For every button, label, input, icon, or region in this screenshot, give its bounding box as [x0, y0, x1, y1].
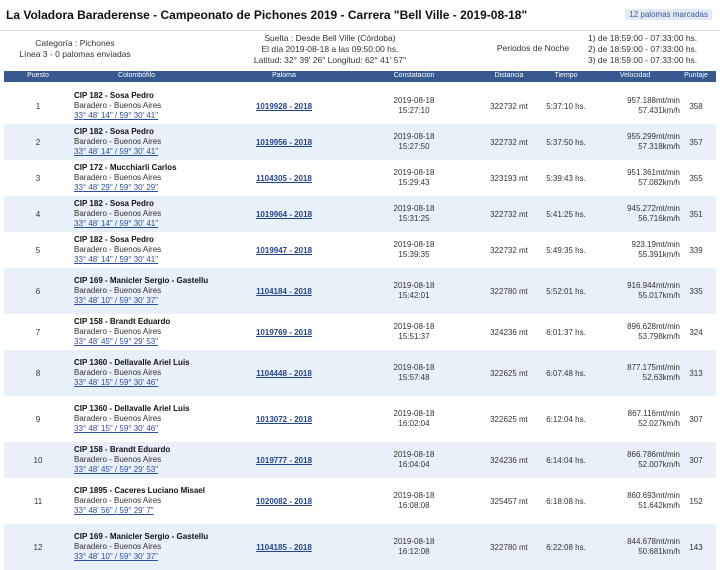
fancier-name: CIP 158 - Brandt Eduardo — [74, 445, 171, 454]
speed-km-h: 51.642km/h — [638, 501, 680, 510]
points-cell: 307 — [689, 455, 703, 465]
arrival-cell — [349, 88, 479, 124]
night-period: 1) de 18:59:00 - 07:33:00 hs. — [588, 33, 698, 43]
points-cell: 358 — [689, 101, 703, 111]
fancier-name: CIP 158 - Brandt Eduardo — [74, 317, 171, 326]
position-cell: 9 — [35, 414, 41, 424]
speed-cell — [584, 124, 680, 160]
arrival-date: 2019-08-18 — [393, 281, 435, 290]
speed-mt-min: 957.188mt/min — [627, 96, 680, 105]
speed-mt-min: 916.944mt/min — [627, 281, 680, 290]
category-info — [0, 38, 150, 60]
arrival-cell — [349, 478, 479, 524]
time-cell: 5:52:01 hs. — [546, 286, 586, 296]
night-period: 2) de 18:59:00 - 07:33:00 hs. — [588, 44, 698, 54]
arrival-cell — [349, 314, 479, 350]
arrival-time: 15:42:01 — [398, 291, 430, 300]
arrival-cell — [349, 350, 479, 396]
speed-km-h: 52.63km/h — [642, 373, 680, 382]
distance-cell: 322732 mt — [490, 137, 528, 147]
fancier-cell — [74, 396, 224, 442]
speed-km-h: 52.027km/h — [638, 419, 680, 428]
time-cell: 6:12:04 hs. — [546, 414, 586, 424]
header-puesto: Puesto — [27, 72, 49, 79]
time-cell: 6:18:08 hs. — [546, 496, 586, 506]
speed-cell — [584, 350, 680, 396]
fancier-coordinates-link[interactable]: 33° 48' 10" / 59° 30' 37" — [74, 552, 159, 561]
table-header — [4, 71, 716, 82]
points-cell: 313 — [689, 368, 703, 378]
arrival-date: 2019-08-18 — [393, 96, 435, 105]
fancier-location: Baradero - Buenos Aires — [74, 496, 162, 505]
pigeon-ring-link[interactable]: 1019947 - 2018 — [255, 245, 313, 255]
fancier-name: CIP 182 - Sosa Pedro — [74, 127, 154, 136]
fancier-coordinates-link[interactable]: 33° 48' 14" / 59° 30' 41" — [74, 147, 159, 156]
night-period: 3) de 18:59:00 - 07:33:00 hs. — [588, 55, 698, 65]
header-constatacion: Constatacion — [393, 72, 435, 79]
pigeon-ring-link[interactable]: 1019777 - 2018 — [255, 455, 313, 465]
points-cell: 339 — [689, 245, 703, 255]
arrival-time: 16:12:08 — [398, 547, 430, 556]
arrival-date: 2019-08-18 — [393, 409, 435, 418]
distance-cell: 323193 mt — [490, 173, 528, 183]
fancier-name: CIP 182 - Sosa Pedro — [74, 199, 154, 208]
arrival-time: 16:02:04 — [398, 419, 430, 428]
release-info — [230, 33, 430, 66]
arrival-time: 15:27:10 — [398, 106, 430, 115]
results-table — [4, 88, 716, 570]
fancier-cell — [74, 442, 224, 478]
fancier-location: Baradero - Buenos Aires — [74, 101, 162, 110]
speed-km-h: 55.017km/h — [638, 291, 680, 300]
fancier-cell — [74, 268, 224, 314]
speed-mt-min: 844.678mt/min — [627, 537, 680, 546]
fancier-coordinates-link[interactable]: 33° 48' 14" / 59° 30' 41" — [74, 255, 159, 264]
speed-km-h: 56.716km/h — [638, 214, 680, 223]
time-cell: 6:14:04 hs. — [546, 455, 586, 465]
fancier-location: Baradero - Buenos Aires — [74, 327, 162, 336]
fancier-name: CIP 1895 - Caceres Luciano Misael — [74, 486, 206, 495]
table-row — [4, 232, 716, 268]
arrival-date: 2019-08-18 — [393, 204, 435, 213]
speed-mt-min: 923.19mt/min — [631, 240, 680, 249]
fancier-name: CIP 169 - Manicler Sergio - Gastellu — [74, 532, 209, 541]
release-place: Suelta : Desde Bell Ville (Córdoba) — [264, 33, 396, 43]
fancier-cell — [74, 314, 224, 350]
arrival-date: 2019-08-18 — [393, 491, 435, 500]
position-cell: 10 — [33, 455, 43, 465]
arrival-time: 15:29:43 — [398, 178, 430, 187]
speed-km-h: 55.391km/h — [638, 250, 680, 259]
speed-mt-min: 951.361mt/min — [627, 168, 680, 177]
header-tiempo: Tiempo — [554, 72, 578, 79]
arrival-date: 2019-08-18 — [393, 168, 435, 177]
pigeon-ring-link[interactable]: 1020082 - 2018 — [255, 496, 313, 506]
fancier-coordinates-link[interactable]: 33° 48' 15" / 59° 30' 46" — [74, 424, 159, 433]
fancier-name: CIP 169 - Manicler Sergio - Gastellu — [74, 276, 209, 285]
speed-cell — [584, 160, 680, 196]
speed-cell — [584, 314, 680, 350]
fancier-coordinates-link[interactable]: 33° 48' 29" / 59° 30' 29" — [74, 183, 159, 192]
table-row — [4, 350, 716, 396]
fancier-coordinates-link[interactable]: 33° 48' 14" / 59° 30' 41" — [74, 111, 159, 120]
speed-mt-min: 896.628mt/min — [627, 322, 680, 331]
arrival-date: 2019-08-18 — [393, 537, 435, 546]
fancier-name: CIP 1360 - Dellavalle Ariel Luis — [74, 358, 190, 367]
fancier-coordinates-link[interactable]: 33° 48' 14" / 59° 30' 41" — [74, 219, 159, 228]
fancier-cell — [74, 350, 224, 396]
distance-cell: 325457 mt — [490, 496, 528, 506]
night-periods-list — [588, 33, 718, 66]
position-cell: 1 — [35, 101, 41, 111]
header-distancia: Distancia — [494, 72, 524, 79]
position-cell: 4 — [35, 209, 41, 219]
release-date: El día 2019-08-18 a las 09:50:00 hs. — [261, 44, 399, 54]
speed-mt-min: 945.272mt/min — [627, 204, 680, 213]
time-cell: 6:22:08 hs. — [546, 542, 586, 552]
points-cell: 307 — [689, 414, 703, 424]
fancier-name: CIP 172 - Mucchiarli Carlos — [74, 163, 177, 172]
speed-cell — [584, 396, 680, 442]
table-row — [4, 478, 716, 524]
time-cell: 5:41:25 hs. — [546, 209, 586, 219]
position-cell: 12 — [33, 542, 43, 552]
arrival-time: 16:04:04 — [398, 460, 430, 469]
fancier-location: Baradero - Buenos Aires — [74, 137, 162, 146]
marked-count-badge: 12 palomas marcadas — [625, 9, 712, 20]
speed-km-h: 57.082km/h — [638, 178, 680, 187]
time-cell: 5:39:43 hs. — [546, 173, 586, 183]
time-cell: 6:01:37 hs. — [546, 327, 586, 337]
fancier-location: Baradero - Buenos Aires — [74, 542, 162, 551]
table-row — [4, 196, 716, 232]
arrival-time: 15:51:37 — [398, 332, 430, 341]
table-row — [4, 160, 716, 196]
fancier-cell — [74, 478, 224, 524]
arrival-cell — [349, 396, 479, 442]
arrival-cell — [349, 524, 479, 570]
position-cell: 8 — [35, 368, 41, 378]
speed-mt-min: 867.116mt/min — [627, 409, 680, 418]
speed-cell — [584, 442, 680, 478]
night-periods-label: Periodos de Noche — [496, 43, 570, 53]
speed-km-h: 57.318km/h — [638, 142, 680, 151]
speed-cell — [584, 88, 680, 124]
fancier-cell — [74, 160, 224, 196]
pigeon-ring-link[interactable]: 1019928 - 2018 — [255, 101, 313, 111]
fancier-cell — [74, 124, 224, 160]
pigeon-ring-link[interactable]: 1104185 - 2018 — [256, 542, 312, 552]
fancier-location: Baradero - Buenos Aires — [74, 455, 162, 464]
arrival-time: 15:27:50 — [398, 142, 430, 151]
speed-km-h: 50.681km/h — [638, 547, 680, 556]
fancier-location: Baradero - Buenos Aires — [74, 368, 162, 377]
distance-cell: 322625 mt — [490, 414, 528, 424]
arrival-cell — [349, 268, 479, 314]
points-cell: 355 — [689, 173, 703, 183]
table-row — [4, 268, 716, 314]
header-velocidad: Velocidad — [619, 72, 651, 79]
position-cell: 3 — [35, 173, 41, 183]
fancier-name: CIP 1360 - Dellavalle Ariel Luis — [74, 404, 190, 413]
arrival-cell — [349, 160, 479, 196]
distance-cell: 322732 mt — [490, 101, 528, 111]
position-cell: 11 — [33, 496, 43, 506]
arrival-date: 2019-08-18 — [393, 363, 435, 372]
speed-cell — [584, 196, 680, 232]
position-cell: 2 — [35, 137, 41, 147]
distance-cell: 322732 mt — [490, 245, 528, 255]
table-row — [4, 314, 716, 350]
category-label: Categoría : Pichones — [35, 38, 115, 48]
position-cell: 6 — [35, 286, 41, 296]
arrival-date: 2019-08-18 — [393, 322, 435, 331]
fancier-cell — [74, 196, 224, 232]
arrival-time: 15:39:35 — [398, 250, 430, 259]
fancier-location: Baradero - Buenos Aires — [74, 173, 162, 182]
arrival-cell — [349, 442, 479, 478]
title-bar — [0, 0, 720, 30]
fancier-coordinates-link[interactable]: 33° 48' 10" / 59° 30' 37" — [74, 296, 159, 305]
fancier-name: CIP 182 - Sosa Pedro — [74, 91, 154, 100]
table-row — [4, 124, 716, 160]
distance-cell: 322732 mt — [490, 209, 528, 219]
speed-km-h: 57.431km/h — [638, 106, 680, 115]
page-title: La Voladora Baraderense - Campeonato de Pichones 2019 - Carrera "Bell Ville - 2019-08-18" — [6, 8, 528, 22]
position-cell: 7 — [35, 327, 41, 337]
speed-cell — [584, 478, 680, 524]
points-cell: 335 — [689, 286, 703, 296]
points-cell: 351 — [689, 209, 703, 219]
table-row — [4, 396, 716, 442]
arrival-time: 15:57:48 — [398, 373, 430, 382]
points-cell: 143 — [689, 542, 703, 552]
pigeon-ring-link[interactable]: 1104184 - 2018 — [256, 286, 312, 296]
arrival-cell — [349, 124, 479, 160]
time-cell: 5:37:50 hs. — [546, 137, 586, 147]
fancier-coordinates-link[interactable]: 33° 48' 45" / 59° 29' 53" — [74, 465, 159, 474]
pigeon-ring-link[interactable]: 1019769 - 2018 — [255, 327, 313, 337]
arrival-time: 15:31:25 — [398, 214, 430, 223]
header-paloma: Paloma — [272, 72, 296, 79]
distance-cell: 322780 mt — [490, 542, 528, 552]
points-cell: 357 — [689, 137, 703, 147]
line-label: Línea 3 - 0 palomas enviadas — [19, 49, 131, 59]
speed-mt-min: 860.693mt/min — [627, 491, 680, 500]
arrival-date: 2019-08-18 — [393, 132, 435, 141]
fancier-cell — [74, 232, 224, 268]
distance-cell: 322625 mt — [490, 368, 528, 378]
fancier-coordinates-link[interactable]: 33° 48' 56" / 59° 29' 7" — [74, 506, 154, 515]
race-info — [0, 30, 720, 69]
pigeon-ring-link[interactable]: 1104448 - 2018 — [256, 368, 312, 378]
arrival-cell — [349, 232, 479, 268]
pigeon-ring-link[interactable]: 1019956 - 2018 — [255, 137, 313, 147]
speed-mt-min: 866.786mt/min — [627, 450, 680, 459]
header-colombofilo: Colombófilo — [118, 72, 155, 79]
time-cell: 5:37:10 hs. — [546, 101, 586, 111]
speed-mt-min: 955.299mt/min — [627, 132, 680, 141]
distance-cell: 324236 mt — [490, 327, 528, 337]
speed-mt-min: 877.175mt/min — [627, 363, 680, 372]
header-puntaje: Puntaje — [684, 72, 708, 79]
distance-cell: 324236 mt — [490, 455, 528, 465]
speed-cell — [584, 524, 680, 570]
fancier-cell — [74, 88, 224, 124]
fancier-coordinates-link[interactable]: 33° 48' 45" / 59° 29' 53" — [74, 337, 159, 346]
fancier-cell — [74, 524, 224, 570]
fancier-location: Baradero - Buenos Aires — [74, 209, 162, 218]
arrival-cell — [349, 196, 479, 232]
arrival-date: 2019-08-18 — [393, 450, 435, 459]
fancier-location: Baradero - Buenos Aires — [74, 286, 162, 295]
time-cell: 6:07:48 hs. — [546, 368, 586, 378]
fancier-name: CIP 182 - Sosa Pedro — [74, 235, 154, 244]
table-row — [4, 524, 716, 570]
pigeon-ring-link[interactable]: 1019964 - 2018 — [255, 209, 313, 219]
points-cell: 152 — [689, 496, 703, 506]
points-cell: 324 — [689, 327, 703, 337]
pigeon-ring-link[interactable]: 1013072 - 2018 — [255, 414, 313, 424]
distance-cell: 322780 mt — [490, 286, 528, 296]
position-cell: 5 — [35, 245, 41, 255]
arrival-date: 2019-08-18 — [393, 240, 435, 249]
speed-km-h: 53.798km/h — [638, 332, 680, 341]
fancier-coordinates-link[interactable]: 33° 48' 15" / 59° 30' 46" — [74, 378, 159, 387]
table-row — [4, 442, 716, 478]
arrival-time: 16:08:08 — [398, 501, 430, 510]
pigeon-ring-link[interactable]: 1104305 - 2018 — [256, 173, 312, 183]
speed-cell — [584, 268, 680, 314]
fancier-location: Baradero - Buenos Aires — [74, 414, 162, 423]
time-cell: 5:49:35 hs. — [546, 245, 586, 255]
speed-km-h: 52.007km/h — [638, 460, 680, 469]
table-row — [4, 88, 716, 124]
speed-cell — [584, 232, 680, 268]
release-coordinates: Latitud: 32° 39' 26" Longitud: 62° 41' 57" — [253, 55, 407, 65]
fancier-location: Baradero - Buenos Aires — [74, 245, 162, 254]
